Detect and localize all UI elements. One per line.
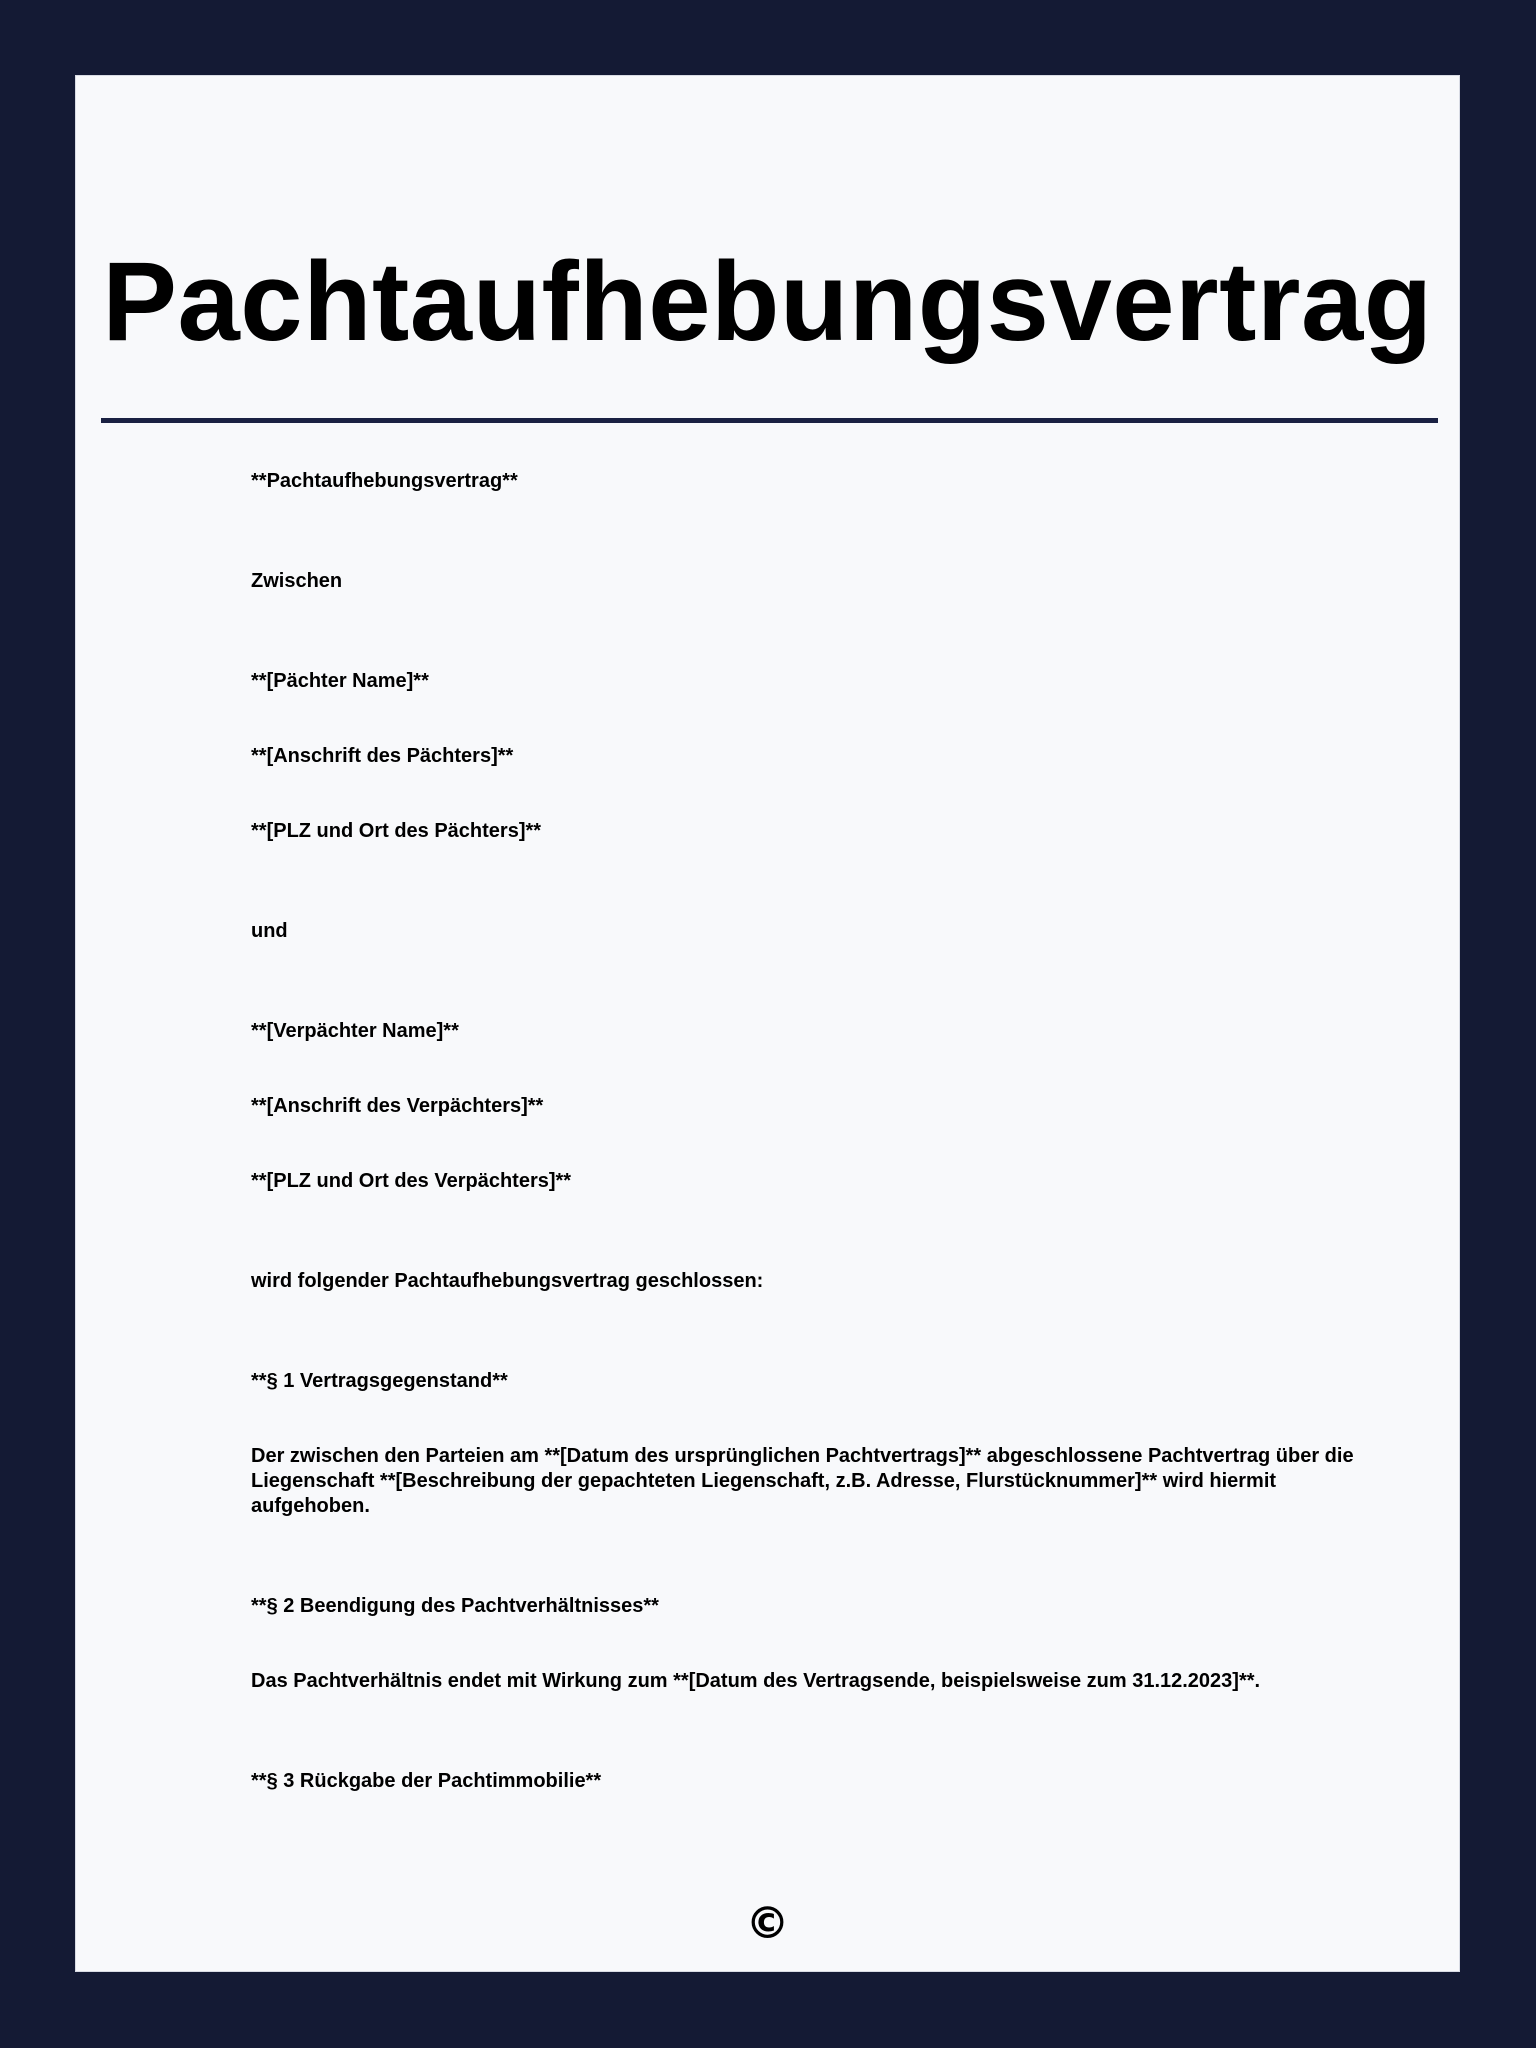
heading-contract-title: **Pachtaufhebungsvertrag** — [251, 470, 518, 492]
placeholder-landlord-name: **[Verpächter Name]** — [251, 1020, 459, 1042]
text-between: Zwischen — [251, 570, 343, 592]
placeholder-tenant-city: **[PLZ und Ort des Pächters]** — [251, 820, 542, 842]
placeholder-tenant-name: **[Pächter Name]** — [251, 670, 429, 692]
placeholder-landlord-address: **[Anschrift des Verpächters]** — [251, 1095, 544, 1117]
document-page — [75, 75, 1460, 1972]
section-heading-1: **§ 1 Vertragsgegenstand** — [251, 1370, 508, 1392]
section-heading-2: **§ 2 Beendigung des Pachtverhältnisses** — [251, 1595, 659, 1617]
text-contract-intro: wird folgender Pachtaufhebungsvertrag geschlossen: — [251, 1270, 764, 1292]
section-2-text: Das Pachtverhältnis endet mit Wirkung zum **[Datum des Vertragsende, beispielsweise zum 31.12.2023]**. — [251, 1670, 1261, 1692]
placeholder-landlord-city: **[PLZ und Ort des Verpächters]** — [251, 1170, 572, 1192]
title-divider — [101, 418, 1438, 423]
document-title: Pachtaufhebungsvertrag — [102, 239, 1433, 364]
section-heading-3: **§ 3 Rückgabe der Pachtimmobilie** — [251, 1770, 602, 1792]
copyright-icon: © — [745, 1898, 790, 1949]
text-and: und — [251, 920, 288, 942]
section-1-text: Der zwischen den Parteien am **[Datum des ursprünglichen Pachtvertrags]** abgeschlossene Pachtvertrag über die Liegenschaft **[Beschreibung der gepachteten Liegenschaft, z.B. Adresse, Flurstücknummer]** wird hiermit aufgehoben. — [251, 1445, 1354, 1517]
placeholder-tenant-address: **[Anschrift des Pächters]** — [251, 745, 514, 767]
